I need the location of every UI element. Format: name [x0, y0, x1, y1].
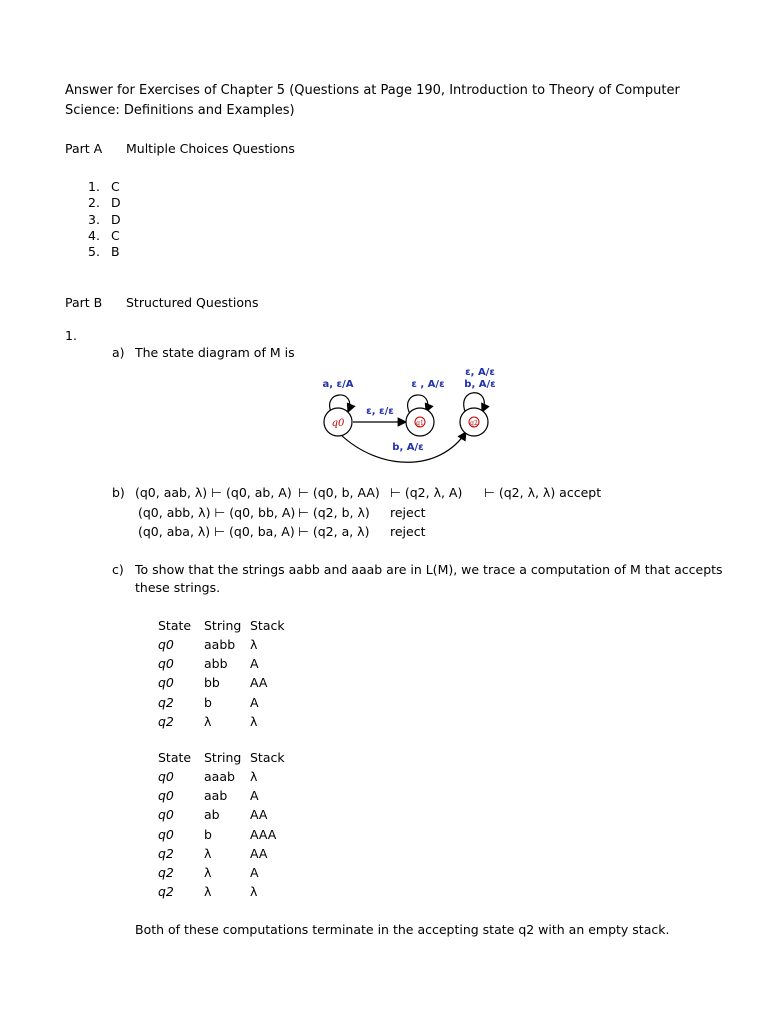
table-cell: λ	[204, 884, 212, 900]
configuration-step: ⊢ (q2, λ, λ) accept	[484, 485, 602, 500]
answer-choice: C	[111, 227, 120, 243]
part-a-item-label: a)	[112, 345, 125, 360]
table-cell: b	[204, 826, 212, 842]
table-cell: b	[204, 694, 212, 710]
table-cell: λ	[250, 884, 258, 900]
table-header-cell: Stack	[250, 750, 285, 765]
table-cell: λ	[250, 637, 258, 652]
table-cell: q2	[158, 884, 174, 900]
state-diagram	[310, 362, 510, 467]
answer-number: 2.	[88, 195, 100, 211]
table-cell: q0	[158, 826, 174, 842]
table-cell: ab	[204, 807, 220, 823]
conclusion-text: Both of these computations terminate in the accepting state q2 with an empty stack.	[135, 922, 670, 937]
part-b-item-label: b)	[112, 485, 125, 500]
part-c-text-line-2: these strings.	[135, 580, 221, 595]
table-cell: q0	[158, 807, 174, 823]
state-q2-label: q2	[470, 420, 478, 427]
part-c-item-label: c)	[112, 562, 124, 577]
table-cell: q0	[158, 788, 174, 804]
answer-number: 3.	[88, 211, 100, 227]
edge-q0-q1-label: ε, ε/ε	[366, 406, 394, 417]
part-a-heading: Multiple Choices Questions	[126, 141, 295, 156]
table-cell: A	[250, 656, 259, 672]
table-cell: A	[250, 788, 259, 804]
configuration-step: ⊢ (q2, b, λ)	[298, 504, 370, 520]
table-cell: aaab	[204, 769, 235, 784]
table-cell: abb	[204, 656, 228, 672]
loop-q1-label: ε , A/ε	[411, 379, 445, 390]
part-c-text-line-1: To show that the strings aabb and aaab are in L(M), we trace a computation of M that accepts	[135, 562, 723, 577]
table-cell: aabb	[204, 637, 236, 652]
answer-choice: D	[111, 211, 121, 227]
state-diagram-caption: The state diagram of M is	[135, 345, 295, 360]
answer-number: 4.	[88, 227, 100, 243]
table-cell: q0	[158, 769, 174, 784]
table-cell: λ	[250, 769, 258, 784]
loop-q0-label: a, ε/A	[322, 379, 354, 390]
table-cell: λ	[204, 713, 212, 729]
part-b-label: Part B	[65, 295, 103, 310]
configuration-step: ⊢ (q2, λ, A)	[390, 485, 463, 500]
table-header-cell: Stack	[250, 618, 285, 633]
loop-q2-label-1: ε, A/ε	[465, 367, 495, 378]
table-cell: λ	[204, 845, 212, 861]
edge-q0-q2-label: b, A/ε	[392, 442, 424, 453]
table-header-cell: String	[204, 750, 242, 765]
table-cell: q0	[158, 656, 174, 672]
state-q0-label: q0	[331, 418, 345, 429]
table-header-cell: String	[204, 618, 242, 633]
table-cell: q2	[158, 865, 174, 880]
table-cell: q2	[158, 694, 174, 710]
table-header-cell: State	[158, 618, 192, 633]
document-title: Answer for Exercises of Chapter 5 (Questions at Page 190, Introduction to Theory of Computer Science: Definitions and Examples)	[65, 83, 680, 118]
table-cell: aab	[204, 788, 228, 804]
configuration-step: (q0, abb, λ) ⊢ (q0, bb, A)	[138, 504, 296, 520]
table-header-cell: State	[158, 750, 192, 765]
configuration-step: (q0, aba, λ) ⊢ (q0, ba, A)	[138, 524, 295, 539]
configuration-step: ⊢ (q2, a, λ)	[298, 524, 370, 539]
table-cell: AA	[250, 807, 268, 823]
table-cell: A	[250, 865, 259, 880]
table-cell: bb	[204, 675, 220, 691]
table-cell: q0	[158, 637, 174, 652]
loop-q2-label-2: b, A/ε	[464, 379, 496, 390]
configuration-step: reject	[390, 504, 426, 520]
answer-choice: C	[111, 179, 120, 194]
configuration-step: (q0, aab, λ) ⊢ (q0, ab, A)	[135, 485, 292, 500]
answer-number: 1.	[88, 179, 100, 194]
question-number: 1.	[65, 328, 77, 343]
configuration-step: reject	[390, 524, 426, 539]
answer-choice: D	[111, 195, 121, 211]
state-q1-label: q1	[416, 420, 424, 427]
table-cell: AAA	[250, 826, 277, 842]
table-cell: A	[250, 694, 259, 710]
table-cell: q2	[158, 713, 174, 729]
table-cell: λ	[250, 713, 258, 729]
table-cell: AA	[250, 675, 268, 691]
table-cell: λ	[204, 865, 212, 880]
table-cell: q2	[158, 845, 174, 861]
part-b-heading: Structured Questions	[126, 295, 259, 310]
part-a-label: Part A	[65, 141, 103, 156]
answer-choice: B	[111, 244, 120, 260]
table-cell: q0	[158, 675, 174, 691]
table-cell: AA	[250, 845, 268, 861]
answer-number: 5.	[88, 244, 100, 260]
configuration-step: ⊢ (q0, b, AA)	[298, 485, 380, 500]
